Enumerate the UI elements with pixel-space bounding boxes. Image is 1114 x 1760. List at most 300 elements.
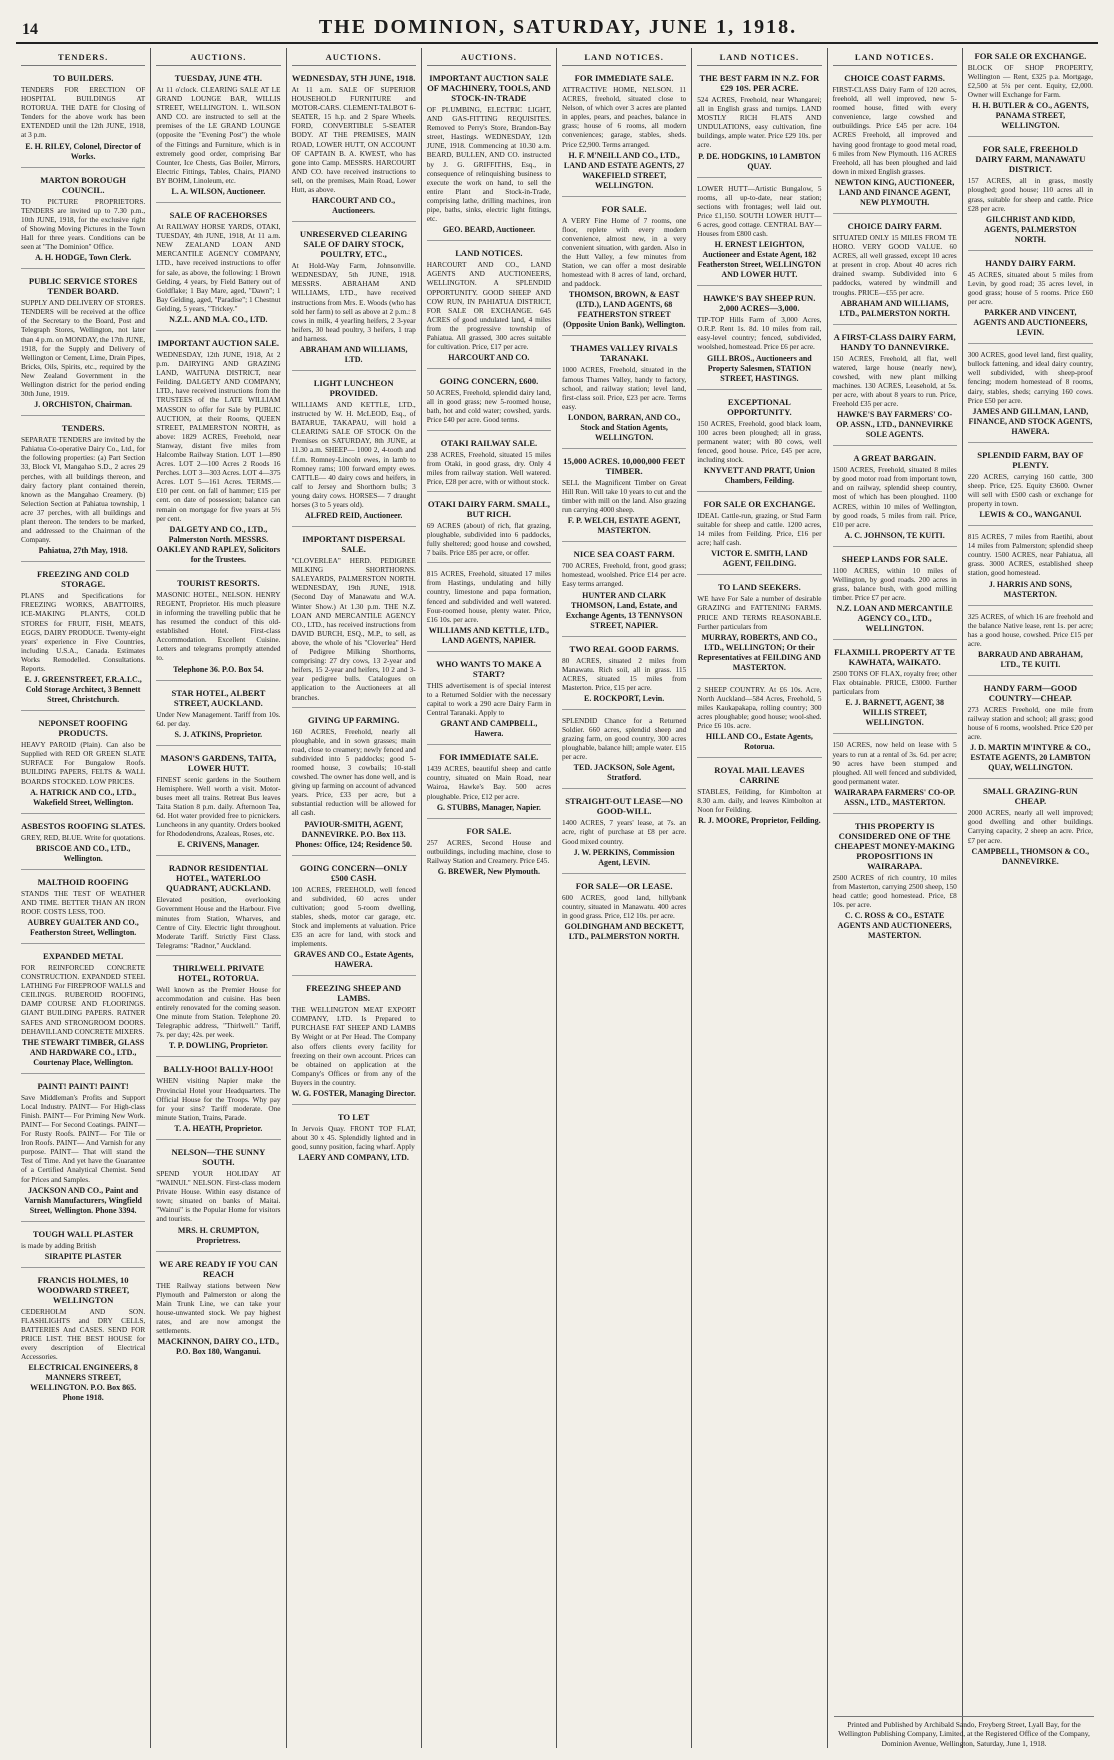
- ad-body: 150 ACRES, Freehold, all flat, well watered, large house (nearly new), cowshed, with new plant milking machines. 130 ACRES, Leasehold, at 5s. per acre, with about 8 years to run. Price, Freehold £35 per acre.: [832, 353, 957, 409]
- advertisement: [21, 70, 145, 168]
- ad-signature: CAMPBELL, THOMSON & CO., DANNEVIRKE.: [971, 846, 1090, 866]
- ad-signature: L. A. WILSON, Auctioneer.: [171, 187, 266, 197]
- advertisement: [427, 567, 551, 652]
- ad-signature: GRAVES AND CO., Estate Agents, HAWERA.: [293, 950, 414, 970]
- advertisement: [968, 447, 1093, 526]
- advertisement: [562, 878, 686, 947]
- ad-heading: TUESDAY, JUNE 4TH.: [174, 73, 262, 83]
- ad-body: 815 ACRES, Freehold, situated 17 miles from Hastings, undulating and hilly country, limestone and papa formation, fenced and subdivided and well watered. Four-roomed house, plenty water. Price, £16 10s. per acre.: [426, 569, 551, 624]
- ad-heading: TOURIST RESORTS.: [177, 577, 260, 588]
- advertisement: [697, 182, 821, 287]
- advertisement: [21, 172, 145, 270]
- ad-signature: E. J. BARNETT, AGENT, 38 WILLIS STREET, WELLINGTON.: [845, 698, 945, 728]
- advertisement: [21, 273, 145, 416]
- ad-heading: 15,000 ACRES. 10,000,000 FEET TIMBER.: [563, 455, 686, 476]
- ad-signature: NEWTON KING, AUCTIONEER, LAND AND FINANCE AGENT, NEW PLYMOUTH.: [834, 177, 955, 207]
- advertisement: [427, 823, 551, 882]
- advertisement: [292, 712, 416, 856]
- advertisement: [156, 685, 280, 746]
- ad-body: 325 ACRES, of which 16 are freehold and the balance Native lease, rent 1s. per acre; has a good house, cowshed. Price £15 per acre.: [967, 611, 1093, 648]
- page-number: 14: [22, 21, 38, 38]
- advertisement: [156, 1061, 280, 1139]
- ad-body: SELL the Magnificent Timber on Great Hill Run. Will take 10 years to cut and the timber with mill on the land. Also grazing run carrying 4000 sheep.: [562, 477, 687, 515]
- column-3: [287, 48, 422, 1748]
- ad-body: ATTRACTIVE HOME, NELSON. 11 ACRES, freehold, situated close to Nelson, of which over 3 acres are planted in apples, pears, and peaches, balance in grass; house of 6 rooms, all modern conveniences; garage, stables, sheds. Price £2,900. Terms arranged.: [562, 85, 687, 149]
- ad-body: At 11 o'clock. CLEARING SALE AT LE GRAND LOUNGE BAR, WILLIS STREET, WELLINGTON. L. WILSON AND CO. are instructed to sell at the premises of the LE GRAND LOUNGE (opposite the "Evening Post") the whole of the Fittings and Furniture, which is in extremely good order, comprising Bar Counter, Ice Chests, Gas Boiler, Mirrors, Electric Fittings, Tables, Chairs, PIANO BY BOHM, Linoleum, etc.: [156, 85, 281, 185]
- section-heading: AUCTIONS.: [427, 48, 551, 66]
- ad-body: IDEAL Cattle-run, grazing, or Stud Farm suitable for sheep and cattle. 1200 acres, 14 miles from Feilding. Price, £16 per acre; half cash.: [697, 510, 822, 548]
- advertisement: [292, 980, 416, 1105]
- ad-heading: SMALL GRAZING-RUN CHEAP.: [982, 786, 1078, 807]
- ad-body: MASONIC HOTEL, NELSON. HENRY REGENT, Proprietor. His much pleasure in informing the travelling public that he has resumed the conduct of this old-established Hotel. First-class Accommodation. Excellent Cuisine. Letters and telegrams promptly attended to.: [156, 589, 281, 663]
- ad-signature: HARCOURT AND CO.: [448, 353, 530, 363]
- ad-signature: S. J. ATKINS, Proprietor.: [174, 729, 263, 739]
- ad-signature: E. ROCKPORT, Levin.: [584, 693, 665, 703]
- ad-signature: LONDON, BARRAN, AND CO., Stock and Station Agents, WELLINGTON.: [568, 412, 681, 442]
- ad-body: THIS advertisement is of special interest to a Returned Soldier with the necessary capital to work a 290 acre Dairy Farm in Central Taranaki. Apply to: [426, 680, 551, 718]
- ad-body: THE Railway stations between New Plymouth and Palmerston or along the Main Trunk Line, we can take your house-unwanted stock. We pay highest rates, and are now amongst the settlements.: [156, 1280, 281, 1335]
- ad-body: FOR REINFORCED CONCRETE CONSTRUCTION. EXPANDED STEEL LATHING For FIREPROOF WALLS and CEILINGS. RUBEROID ROOFING, DAMP COURSE AND FLOORINGS. GIANT BUILDING PAPERS. RATNER SAFES AND STRONGROOM DOORS. DEHAVILLAND CONCRETE MIXERS.: [21, 962, 146, 1036]
- ad-body: SPEND YOUR HOLIDAY AT "WAINUI." NELSON. First-class modern Private House. Within easy distance of town; situated on banks of Maitai. "Wainui" is the Popular Home for visitors and tourists.: [156, 1168, 281, 1224]
- ad-heading: TO LET: [337, 1112, 370, 1123]
- ad-heading: WEDNESDAY, 5TH JUNE, 1918.: [291, 73, 416, 83]
- ad-heading: FOR SALE.: [466, 825, 512, 836]
- columns: [16, 48, 1098, 1748]
- ad-signature: LAERY AND COMPANY, LTD.: [298, 1153, 409, 1163]
- ad-body: OF PLUMBING, ELECTRIC LIGHT, AND GAS-FITTING REQUISITES. Removed to Perry's Store, Brandon-Bay street, Hastings. WEDNESDAY, 12th JUNE, 1918. Commencing at 10.30 a.m. BEARD, BULLEN, AND CO. instructed by J. G. GRIFFITHS, Esq., in consequence of relinquishing business to execute the work on hand, to sell the entire Plant and Stock-in-Trade, comprising lathe, drilling machines, iron pipe, baths, sinks, electric light fittings, etc.: [426, 105, 551, 224]
- ad-signature: Pahiatua, 27th May, 1918.: [38, 546, 128, 556]
- advertisement: [156, 575, 280, 681]
- ad-signature: GILCHRIST AND KIDD, AGENTS, PALMERSTON NORTH.: [984, 214, 1077, 244]
- imprint: Printed and Published by Archibald Sando, Freyberg Street, Lyall Bay, for the Wellington Publishing Company, Limited, at the Registered Office of the Company, Dominion Avenue, Wellington, Saturday, June 1, 1918.: [834, 1716, 1094, 1749]
- advertisement: [968, 783, 1093, 871]
- ad-heading: TOUGH WALL PLASTER: [32, 1228, 134, 1239]
- advertisement: [968, 255, 1093, 344]
- ad-body: WEDNESDAY, 12th JUNE, 1918, At 2 p.m. DAIRYING AND GRAZING LAND, WAITUNA DISTRICT, near Feilding. DALGETY AND COMPANY, LTD., have received instructions from the TRUSTEES of the LATE WILLIAM MASSON to offer for Sale by PUBLIC AUCTION, at their Rooms, QUEEN STREET, PALMERSTON NORTH, as above: 1829 ACRES, Freehold, near Stanway, distant five miles from Halcombe Railway Station. LOT 1—890 Acres. LOT 2—100 Acres 2 Roods 16 Perches. LOT 3—303 Acres. LOT 4—375 Acres. LOT 5—161 Acres. TERMS.—£10 per cent. on fall of hammer; £15 per cent. on date of possession; balance can remain on mortgage for five years at 5½ per cent.: [156, 349, 281, 523]
- page-title: THE DOMINION, SATURDAY, JUNE 1, 1918.: [318, 16, 798, 38]
- ad-heading: FOR IMMEDIATE SALE.: [574, 73, 674, 83]
- ad-heading: THE BEST FARM IN N.Z. FOR £29 10S. PER ACRE.: [699, 73, 820, 93]
- advertisement: [156, 1256, 280, 1363]
- advertisement: [968, 348, 1093, 443]
- advertisement: [21, 420, 145, 562]
- ad-signature: THOMSON, BROWN, & EAST (LTD.), LAND AGENTS, 68 FEATHERSTON STREET (Opposite Union Bank), Wellington.: [562, 290, 686, 330]
- advertisement: [562, 793, 686, 873]
- ad-body: Elevated position, overlooking Government House and the Harbour. Five minutes from Station, Wharves, and Centre of City. Electric light throughout. Moderate Tariff. Strictly First Class. Telegrams: "Radnor," Auckland.: [156, 895, 281, 950]
- advertisement: [292, 1109, 416, 1168]
- ad-body: Well known as the Premier House for accommodation and cuisine. Has been entirely renovated for the coming season. One minute from Station. Telephone 20. Telegraphic address, "Thirlwell." Tariff, 7s. per day; 42s. per week.: [156, 984, 281, 1040]
- advertisement: [833, 644, 957, 734]
- ad-signature: F. P. WELCH, ESTATE AGENT, MASTERTON.: [567, 516, 681, 536]
- ad-heading: STAR HOTEL, ALBERT STREET, AUCKLAND.: [171, 687, 266, 708]
- ad-body: At RAILWAY HORSE YARDS, OTAKI, TUESDAY, 4th JUNE, 1918, At 11 a.m. NEW ZEALAND LOAN AND MERCANTILE AGENCY COMPANY, LTD., have received instructions to offer for sale, as above, the following: 1 Brown Gelding, 4 years, by Field Battery out of Goldflake; 1 Bay Mare, aged, "Dawn"; 1 Bay Gelding, aged, "Paradise"; 1 Chestnut Gelding, 5 years, "Trickey.": [156, 222, 281, 313]
- advertisement: [427, 496, 551, 563]
- ad-heading: OTAKI RAILWAY SALE.: [440, 437, 538, 448]
- ad-heading: FREEZING SHEEP AND LAMBS.: [306, 983, 402, 1004]
- ad-heading: WE ARE READY IF YOU CAN REACH: [159, 1258, 278, 1279]
- ad-body: 45 ACRES, situated about 5 miles from Levin, by good road; 35 acres level, in good grass; house of 5 rooms. Price £60 per acre.: [967, 269, 1093, 307]
- ad-heading: NICE SEA COAST FARM.: [573, 549, 675, 560]
- advertisement: [156, 335, 280, 571]
- advertisement: [968, 530, 1093, 605]
- advertisement: [21, 874, 145, 944]
- advertisement: [562, 70, 686, 197]
- ad-heading: FOR SALE OR EXCHANGE.: [974, 51, 1087, 61]
- ad-body: STANDS THE TEST OF WEATHER AND TIME. BETTER THAN AN IRON ROOF. COSTS LESS, TOO.: [21, 888, 146, 916]
- ad-heading: BALLY-HOO! BALLY-HOO!: [163, 1064, 274, 1075]
- column-1: [16, 48, 151, 1748]
- ad-body: 2000 ACRES, nearly all well improved; good dwelling and other buildings. Carrying capacity, 2 sheep an acre. Price, £7 per acre.: [967, 808, 1093, 845]
- ad-signature: PARKER AND VINCENT, AGENTS AND AUCTIONEERS, LEVIN.: [973, 308, 1088, 338]
- advertisement: [833, 218, 957, 325]
- ad-body: 2 SHEEP COUNTRY. At £6 10s. Acre, North Auckland—584 Acres, Freehold, 5 miles Kaukapakapa, rolling country; 300 acres ploughable; good house; wool-shed. Price £6 10s. acre.: [697, 684, 822, 731]
- ad-signature: J. HARRIS AND SONS, MASTERTON.: [988, 579, 1072, 599]
- advertisement: [833, 818, 957, 946]
- ad-signature: P. DE. HODGKINS, 10 LAMBTON QUAY.: [698, 151, 821, 171]
- advertisement: [427, 435, 551, 492]
- advertisement: [562, 201, 686, 337]
- ad-signature: JACKSON AND CO., Paint and Varnish Manufacturers, Wingfield Street, Wellington. Phone 3394.: [24, 1185, 142, 1215]
- advertisement: [156, 70, 280, 203]
- ad-body: Under New Management. Tariff from 10s. 6d. per day.: [156, 709, 281, 728]
- ad-signature: BARRAUD AND ABRAHAM, LTD., TE KUITI.: [978, 649, 1083, 669]
- ad-signature: HAWKE'S BAY FARMERS' CO-OP. ASSN., LTD., DANNEVIRKE SOLE AGENTS.: [836, 410, 954, 440]
- ad-signature: H. ERNEST LEIGHTON, Auctioneer and Estate Agent, 182 Featherston Street, WELLINGTON AND LOWER HUTT.: [697, 240, 822, 280]
- ad-body: 100 ACRES, FREEHOLD, well fenced and subdivided, 60 acres under cultivation; good 5-room dwelling, stables, sheds, motor car garage, etc. Stock and implements at valuation. Price £35 an acre for land, with stock and implements.: [291, 884, 416, 949]
- ad-signature: J. ORCHISTON, Chairman.: [34, 400, 133, 410]
- ad-signature: Telephone 36. P.O. Box 54.: [173, 664, 264, 674]
- section-heading: LAND NOTICES.: [833, 48, 957, 66]
- ad-body: 1000 ACRES, Freehold, situated in the famous Thames Valley, handy to factory, school, and railway station; level land, first-class soil. Price, £23 per acre. Terms easy.: [562, 365, 687, 411]
- advertisement: [968, 610, 1093, 676]
- ad-heading: GOING CONCERN, £600.: [439, 376, 539, 387]
- ad-signature: E. H. RILEY, Colonel, Director of Works.: [25, 141, 141, 161]
- ad-heading: UNRESERVED CLEARING SALE OF DAIRY STOCK, POULTRY, ETC.,: [299, 229, 408, 260]
- ad-body: At Hold-Way Farm, Johnsonville. WEDNESDAY, 5th JUNE, 1918. MESSRS. ABRAHAM AND WILLIAMS, LTD., have received instructions from Mrs. E. Woods (who has sold her farm) to sell as above at 2 p.m.: 8 cows in milk, 4 yearling heifers, 2 3-year heifers, 30 head poultry, 3 heifers, 1 trap and harness.: [291, 261, 416, 343]
- ad-heading: ASBESTOS ROOFING SLATES.: [21, 820, 146, 831]
- ad-signature: LEWIS & CO., WANGANUI.: [979, 510, 1082, 520]
- ad-body: FINEST scenic gardens in the Southern Hemisphere. Well worth a visit. Motor-buses meet all trains. Retreat Bus leaves Taita Station 8 p.m. daily. Afternoon Tea, 6d. Hot water provided free to picnickers. Luncheons in any quantity. Orders booked for Rhododendrons, Azaleas, Roses, etc.: [156, 774, 281, 839]
- advertisement: [21, 818, 145, 870]
- ad-heading: MALTHOID ROOFING: [37, 876, 129, 887]
- ad-body: 257 ACRES, Second House and outbuildings, including machine, close to Railway Station and Creamery. Price £45.: [426, 837, 551, 865]
- advertisement: [156, 1144, 280, 1252]
- ad-signature: E. CRIVENS, Manager.: [177, 840, 260, 850]
- ad-body: 220 ACRES, carrying 160 cattle, 300 sheep. Price, £25. Equity £3600. Owner will sell with £500 cash or exchange for property in town.: [967, 471, 1093, 508]
- ad-heading: TO BUILDERS.: [52, 73, 114, 83]
- ad-heading: FREEZING AND COLD STORAGE.: [37, 569, 130, 590]
- ad-body: HEAVY PAROID (Plain). Can also be Supplied with RED OR GREEN SLATE SURFACE For Bungalow Roofs. BUILDING PAPERS, FELTS & WALL BOARDS STOCKED. LOW PRICES.: [21, 740, 146, 786]
- ad-heading: FOR IMMEDIATE SALE.: [439, 752, 539, 763]
- advertisement: [833, 70, 957, 214]
- ad-body: 1100 ACRES, within 10 miles of Wellington, by good roads. 200 acres in grass, balance bush, with good milling timber. Price £7 per acre.: [832, 565, 957, 603]
- ad-body: WILLIAMS AND KETTLE, LTD., instructed by W. H. McLEOD, Esq., of BATARUE, TAKAPAU, will hold a CLEARING SALE OF STOCK On the Premises on SATURDAY, 8th JUNE, at 11.30 a.m. SHEEP— 1000 2, 4-tooth and f.f.m. Romney-Lincoln ewes, in lamb to Romney rams; 100 forward empty ewes. CATTLE— 40 dairy cows and heifers, in calf to Jersey and Shorthorn bulls; 3 young dairy cows. HORSES— 7 draught horses (3 to 5 years old).: [291, 399, 416, 509]
- advertisement: [968, 141, 1093, 250]
- ad-signature: N.Z. LOAN AND MERCANTILE AGENCY CO., LTD., WELLINGTON.: [836, 604, 953, 634]
- ad-body: TENDERS FOR ERECTION OF HOSPITAL BUILDINGS AT ROTORUA. THE DATE for Closing of Tenders for the above work has been EXTENDED until the 12th JUNE, 1918, at 3 p.m.: [21, 85, 146, 140]
- ad-body: 273 ACRES Freehold, one mile from railway station and school; all grass; good house of 6 rooms, woolshed. Price £20 per acre.: [967, 704, 1093, 742]
- column-5: [557, 48, 692, 1748]
- ad-heading: NELSON—THE SUNNY SOUTH.: [171, 1146, 266, 1167]
- ad-body: 524 ACRES, Freehold, near Whangarei; all in English grass and turnips. LAND MOSTLY RICH FLATS AND UNDULATIONS, easy cultivation, fine buildings, ample water. Price £29 10s. per acre.: [697, 95, 822, 150]
- advertisement: [427, 749, 551, 818]
- ad-heading: A GREAT BARGAIN.: [853, 453, 936, 464]
- ad-heading: IMPORTANT AUCTION SALE OF MACHINERY, TOOLS, AND STOCK-IN-TRADE: [427, 73, 551, 103]
- ad-body: 815 ACRES, 7 miles from Raetihi, about 14 miles from Palmerston; splendid sheep country. 1500 ACRES, near Pahiatua, all grass. 3000 ACRES, established sheep station, good homestead.: [967, 532, 1093, 578]
- ad-body: SUPPLY AND DELIVERY OF STORES. TENDERS will be received at the office of the Secretary to the Board, Post and Telegraph Stores, Wellington, not later than 4 p.m. on MONDAY, the 17th JUNE, 1918, for the Supply and Delivery of Wellington or Cement, Lime, Drain Pipes, Bricks, Oils, Spirits, etc., required by the New Zealand Government in the Wellington district for the period ending 30th June, 1919.: [21, 298, 146, 399]
- advertisement: [697, 290, 821, 389]
- advertisement: [562, 340, 686, 448]
- ad-signature: MURRAY, ROBERTS, AND CO., LTD., WELLINGTON; Or their Representatives at FEILDING AND MASTERTON.: [697, 632, 821, 672]
- advertisement: [833, 329, 957, 447]
- section-heading: LAND NOTICES.: [697, 48, 821, 66]
- advertisement: [562, 453, 686, 542]
- ad-body: 2500 TONS OF FLAX, royalty free; other Flax obtainable. PRICE, £3000. Further particulars from: [832, 669, 957, 697]
- ad-body: SPLENDID Chance for a Returned Soldier. 660 acres, splendid sheep and grazing farm, on good country, 300 acres ploughable, balance hill; ample water. £15 per acre.: [562, 715, 687, 762]
- ad-body: 1500 ACRES, Freehold, situated 8 miles by good motor road from important town, and on railway, splendid sheep country, most of which has been ploughed. 1100 ACRES, within 10 miles of Wellington, by good roads, 5 miles from rail. Price, £10 per acre.: [832, 465, 957, 529]
- ad-body: 50 ACRES, Freehold, splendid dairy land, all in good grass; new 5-roomed house, bath, hot and cold water; cowshed, yards. Price £40 per acre. Good terms.: [426, 388, 551, 425]
- ad-body: Save Middleman's Profits and Support Local Industry. PAINT— For High-class Finish. PAINT— For Priming New Work. PAINT— For Second Coatings. PAINT— For Rusty Roofs. PAINT— For Tile or Iron Roofs. PAINT— And Varnish for any purpose. PAINT— That will stand the Test of Time. And yet have the Guarantee of a Certified Analytical Chemist. Send for Prices and Samples.: [21, 1092, 146, 1184]
- ad-body: 238 ACRES, Freehold, situated 15 miles from Otaki, in good grass, dry. Only 4 miles from railway station. Well watered. Price, £28 per acre, with or without stock.: [426, 449, 551, 486]
- ad-signature: J. D. MARTIN M'INTYRE & CO., ESTATE AGENTS, 20 LAMBTON QUAY, WELLINGTON.: [970, 743, 1091, 773]
- ad-heading: A FIRST-CLASS DAIRY FARM, HANDY TO DANNEVIRKE.: [833, 331, 956, 352]
- ad-signature: HARCOURT AND CO., Auctioneers.: [312, 196, 396, 216]
- ad-signature: WAIRARAPA FARMERS' CO-OP. ASSN., LTD., MASTERTON.: [834, 787, 956, 807]
- ad-signature: G. BREWER, New Plymouth.: [437, 866, 540, 876]
- ad-heading: THAMES VALLEY RIVALS TARANAKI.: [570, 343, 678, 364]
- section-heading: AUCTIONS.: [292, 48, 416, 66]
- ad-signature: J. W. PERKINS, Commission Agent, LEVIN.: [573, 847, 675, 867]
- ad-signature: ABRAHAM AND WILLIAMS, LTD., PALMERSTON NORTH.: [839, 298, 950, 318]
- ad-signature: N.Z.L. AND M.A. CO., LTD.: [169, 314, 268, 324]
- ad-signature: AUBREY GUALTER AND CO., Featherston Street, Wellington.: [27, 917, 139, 937]
- ad-signature: W. G. FOSTER, Managing Director.: [291, 1089, 416, 1099]
- advertisement: [562, 714, 686, 789]
- ad-body: FIRST-CLASS Dairy Farm of 120 acres, freehold, all well improved, new 5-roomed house, fitted with every convenience, large cowshed and outbuildings. Price £45 per acre. 104 ACRES Freehold, all improved and having good frontage to good metal road, 6 miles from New Plymouth. 116 ACRES Freehold, all has been ploughed and laid down in mixed English grasses.: [832, 85, 957, 176]
- ad-body: HARCOURT AND CO., LAND AGENTS AND AUCTIONEERS, WELLINGTON. A SPLENDID OPPORTUNITY. GOOD SHEEP AND COW RUN, IN PAHIATUA DISTRICT, FOR SALE OR EXCHANGE. 645 ACRES of good undulated land, 4 miles from the progressive township of Pahiatua. All grassed, 300 acres suitable for cultivation. Price, £17 per acre.: [426, 260, 551, 352]
- ad-body: A VERY Fine Home of 7 rooms, one floor, replete with every modern convenience, almost new, in a very convenient situation, with garden. Also in the Hutt Valley, a few minutes from Station, we can offer a most desirable homestead with 8 acres of land, orchard, and paddock.: [562, 215, 687, 289]
- ad-body: LOWER HUTT—Artistic Bungalow, 5 rooms, all up-to-date, near station; sections with frontages; well laid out. Price £1,150. SOUTH LOWER HUTT—6 acres, good cottage. CENTRAL BAY—Houses from £800 cash.: [697, 183, 822, 239]
- ad-signature: GILL BROS., Auctioneers and Property Salesmen, STATION STREET, HASTINGS.: [707, 353, 812, 383]
- column-6: [692, 48, 827, 1748]
- ad-body: "CLOVERLEA" HERD. PEDIGREE MILKING SHORTHORNS. SALEYARDS, PALMERSTON NORTH. WEDNESDAY, 19th JUNE, 1918. (Second Day of Manawatu and W.A. Winter Show.) At 1.30 p.m. THE N.Z. LOAN AND MERCANTILE AGENCY CO., LTD., has received instructions from DAVID BURCH, ESQ., M.P., to sell, as above, the whole of his "Cloverlea" Herd of Pedigree Milking Shorthorns, comprising: 27 dry cows, 13 2-year and heifers, 15 2-year and heifers, 10 2 and 3-year pedigree bulls. Catalogues on application to the Auctioneers at all branches.: [291, 556, 416, 702]
- advertisement: [697, 762, 821, 831]
- ad-body: 2500 ACRES of rich country, 10 miles from Masterton, carrying 2500 sheep, 150 head cattle; good homestead. Price, £8 10s. per acre.: [832, 872, 957, 910]
- advertisement: [292, 375, 416, 527]
- ad-signature: BRISCOE AND CO., LTD., Wellington.: [35, 843, 131, 863]
- section-heading: AUCTIONS.: [156, 48, 280, 66]
- ad-signature: A. C. JOHNSON, TE KUITI.: [844, 530, 945, 540]
- ad-body: 1400 ACRES, 7 years' lease, at 7s. an acre, right of purchase at £8 per acre. Good mixed country.: [562, 818, 687, 846]
- ad-heading: MASON'S GARDENS, TAITA, LOWER HUTT.: [160, 752, 277, 773]
- ad-heading: TENDERS.: [61, 423, 105, 434]
- advertisement: [292, 860, 416, 977]
- advertisement: [427, 656, 551, 745]
- ad-heading: HAWKE'S BAY SHEEP RUN. 2,000 ACRES—3,000.: [703, 293, 816, 314]
- ad-heading: FOR SALE, FREEHOLD DAIRY FARM, MANAWATU DISTRICT.: [975, 144, 1086, 175]
- ad-heading: WHO WANTS TO MAKE A START?: [436, 658, 542, 679]
- ad-signature: TED. JACKSON, Sole Agent, Stratford.: [573, 763, 675, 783]
- ad-body: STABLES, Feilding, for Kimbolton at 8.30 a.m. daily, and leaves Kimbolton at Noon for Feilding.: [697, 787, 822, 815]
- ad-body: PLANS and Specifications for FREEZING WORKS, ABATTOIRS, ICE-MAKING PLANTS, COLD STORES for FRUIT, FISH, MEATS, EGGS, DAIRY PRODUCE. Twenty-eight years' experience in Five Countries, including U.S.A., Canada. Estimates Works Remodelled. Consultations. Reports.: [21, 591, 146, 674]
- advertisement: [21, 566, 145, 711]
- advertisement: [968, 680, 1093, 779]
- advertisement: [697, 683, 821, 758]
- advertisement: [156, 207, 280, 331]
- ad-signature: A. HATRICK AND CO., LTD., Wakefield Street, Wellington.: [30, 787, 137, 807]
- ad-signature: R. J. MOORE, Proprietor, Feilding.: [698, 816, 821, 826]
- ad-heading: THIS PROPERTY IS CONSIDERED ONE OF THE CHEAPEST MONEY-MAKING PROPOSITIONS IN WAIRARAPA.: [834, 820, 955, 871]
- advertisement: [833, 551, 957, 640]
- advertisement: [21, 1078, 145, 1222]
- advertisement: [21, 715, 145, 813]
- ad-signature: HUNTER AND CLARK THOMSON, Land, Estate, and Exchange Agents, 13 TENNYSON STREET, NAPIER.: [565, 590, 683, 630]
- ad-body: TO PICTURE PROPRIETORS. TENDERS are invited up to 7.30 p.m., 10th JUNE, 1918, for the exclusive right of Showing Moving Pictures in the Town Hall for three years. Conditions can be seen at "The Dominion" Office.: [21, 196, 146, 252]
- ad-heading: HANDY FARM—GOOD COUNTRY—CHEAP.: [983, 682, 1078, 703]
- ad-signature: JAMES AND GILLMAN, LAND, FINANCE, AND STOCK AGENTS, HAWERA.: [968, 406, 1093, 436]
- column-4: [422, 48, 557, 1748]
- ad-body: 300 ACRES, good level land, first quality, bullock fattening, and ideal dairy country, well subdivided, with sheep-proof fencing; modern homestead of 8 rooms, dairy, stables, sheds; carrying 160 cows. Price £50 per acre.: [967, 350, 1093, 405]
- advertisement: [156, 750, 280, 857]
- ad-body: 150 ACRES, now held on lease with 5 years to run at a rental of 3s. 6d. per acre; 90 acres have been stumped and ploughed. All well fenced and subdivided, good permanent water.: [832, 740, 957, 786]
- advertisement: [833, 738, 957, 813]
- ad-heading: GIVING UP FARMING.: [307, 714, 400, 725]
- ad-heading: IMPORTANT DISPERSAL SALE.: [302, 534, 405, 555]
- advertisement: [697, 579, 821, 678]
- column-2: [151, 48, 286, 1748]
- ad-signature: GRANT AND CAMPBELL, Hawera.: [440, 719, 538, 739]
- ad-signature: GEO. BEARD, Auctioneer.: [442, 225, 536, 235]
- ad-heading: TO LAND SEEKERS.: [718, 582, 801, 593]
- ad-heading: MARTON BOROUGH COUNCIL.: [40, 174, 126, 195]
- advertisement: [427, 245, 551, 369]
- ad-heading: THIRLWELL PRIVATE HOTEL, ROTORUA.: [172, 962, 265, 983]
- ad-body: 160 ACRES, Freehold, nearly all ploughable, and in sown grasses; main road, close to creamery; newly fenced and subdivided into 5 paddocks; good 5-roomed house, 3 cowbails; 10-stall cowshed. The owner has done well, and is giving up farming on account of advanced years. Price, £33 per acre, but a substantial reduction will be allowed for all cash.: [291, 726, 416, 818]
- advertisement: [156, 860, 280, 956]
- ad-signature: VICTOR E. SMITH, LAND AGENT, FEILDING.: [711, 549, 808, 569]
- ad-heading: GOING CONCERN—ONLY £500 CASH.: [299, 862, 408, 883]
- ad-heading: PAINT! PAINT! PAINT!: [37, 1080, 129, 1091]
- ad-body: SEPARATE TENDERS are invited by the Pahiatua Co-operative Dairy Co., Ltd., for the following properties: (a) Part Section 33, Block VI, Mangahao S.D., 2 acres 29 perches, with all buildings thereon, and dairy factory plant contained therein, known as the Mangahao Creamery. (b) Selection Section at Pahiatua township, 1 acre 37 perches, with all buildings and plant thereon. The tenders to be marked, and addressed to the Chairman of the Company.: [21, 435, 146, 545]
- ad-body: TIP-TOP Hills Farm of 3,000 Acres, O.R.P. Rent 1s. 8d. 10 miles from rail, easy-level country; fenced, subdivided, woolshed, homestead. Price £6 per acre.: [697, 315, 822, 352]
- ad-body: is made by adding British: [21, 1240, 96, 1250]
- ad-heading: FLAXMILL PROPERTY AT TE KAWHATA, WAIKATO.: [834, 647, 956, 668]
- ad-body: 69 ACRES (about) of rich, flat grazing, ploughable, subdivided into 6 paddocks, fully sheltered; good house and cowshed, 7 bails. Price £85 per acre, or offer.: [426, 520, 551, 558]
- ad-signature: MACKINNON, DAIRY CO., LTD., P.O. Box 180, Wanganui.: [157, 1337, 280, 1357]
- ad-heading: RADNOR RESIDENTIAL HOTEL, WATERLOO QUADRANT, AUCKLAND.: [166, 863, 271, 894]
- advertisement: [562, 546, 686, 636]
- ad-signature: G. STUBBS, Manager, Napier.: [436, 802, 541, 812]
- column-8: [963, 48, 1098, 1748]
- advertisement: [427, 373, 551, 430]
- ad-heading: LIGHT LUNCHEON PROVIDED.: [313, 377, 394, 398]
- ad-signature: T. P. DOWLING, Proprietor.: [168, 1041, 268, 1051]
- ad-signature: DALGETY AND CO., LTD., Palmerston North. MESSRS. OAKLEY AND RAPLEY, Solicitors for the Trustees.: [156, 524, 281, 564]
- ad-body: 700 ACRES, Freehold, front, good grass; homestead, woolshed. Price £14 per acre. Easy terms arranged.: [562, 561, 687, 589]
- ad-heading: SHEEP LANDS FOR SALE.: [841, 553, 948, 564]
- ad-signature: SIRAPITE PLASTER: [44, 1251, 122, 1261]
- advertisement: [21, 1226, 145, 1268]
- ad-heading: SALE OF RACEHORSES: [169, 210, 268, 221]
- ad-signature: WILLIAMS AND KETTLE, LTD., LAND AGENTS, NAPIER.: [428, 625, 549, 645]
- advertisement: [21, 1272, 145, 1409]
- ad-heading: EXCEPTIONAL OPPORTUNITY.: [727, 396, 792, 417]
- ad-signature: PAVIOUR-SMITH, AGENT, DANNEVIRKE. P.O. Box 113. Phones: Office, 124; Residence 50.: [295, 819, 413, 849]
- ad-heading: PUBLIC SERVICE STORES TENDER BOARD.: [28, 276, 138, 297]
- ad-signature: ELECTRICAL ENGINEERS, 8 MANNERS STREET, WELLINGTON. P.O. Box 865. Phone 1918.: [28, 1363, 138, 1403]
- ad-heading: CHOICE COAST FARMS.: [844, 73, 945, 83]
- advertisement: [427, 70, 551, 241]
- ad-signature: C. C. ROSS & CO., ESTATE AGENTS AND AUCTIONEERS, MASTERTON.: [837, 911, 952, 941]
- ad-body: BLOCK OF SHOP PROPERTY, Wellington — Rent, £325 p.a. Mortgage, £2,500 at 5¼ per cent. Equity, £2,000. Owner will Exchange for Farm.: [967, 63, 1093, 100]
- ad-body: SITUATED ONLY 15 MILES FROM TE HORO. VERY GOOD VALUE. 60 ACRES, all well grassed, except 10 acres at present in crop. About 40 acres rich drained swamp. Subdivided into 6 paddocks, watered by windmill and troughs. PRICE—£55 per acre.: [832, 232, 957, 297]
- ad-heading: EXPANDED METAL: [43, 950, 124, 961]
- advertisement: [21, 948, 145, 1074]
- advertisement: [833, 450, 957, 547]
- advertisement: [292, 70, 416, 222]
- ad-heading: LAND NOTICES.: [455, 248, 523, 259]
- ad-heading: NEPONSET ROOFING PRODUCTS.: [38, 718, 128, 739]
- ad-body: 157 ACRES, all in grass, mostly ploughed; good house; 110 acres all in grass, suitable for sheep and cattle. Price £28 per acre.: [967, 176, 1093, 213]
- ad-heading: STRAIGHT-OUT LEASE—NO GOOD-WILL.: [565, 796, 683, 817]
- ad-signature: ALFRED REID, Auctioneer.: [304, 511, 403, 521]
- ad-signature: GOLDINGHAM AND BECKETT, LTD., PALMERSTON NORTH.: [564, 921, 684, 941]
- ad-heading: TWO REAL GOOD FARMS.: [569, 643, 679, 654]
- ad-signature: ABRAHAM AND WILLIAMS, LTD.: [299, 344, 408, 364]
- ad-signature: HILL AND CO., Estate Agents, Rotorua.: [705, 732, 813, 752]
- ad-body: CEDERHOLM AND SON. FLASHLIGHTS and DRY CELLS, BATTERIES And CASES. SEND FOR PRICE LIST. THE BEST HOUSE for every description of Electrical Accessories.: [21, 1306, 146, 1362]
- advertisement: [968, 48, 1093, 137]
- ad-body: 80 ACRES, situated 2 miles from Manawatu. Rich soil, all in grass. 115 ACRES, situated 15 miles from Masterton. Price, £15 per acre.: [562, 655, 687, 692]
- ad-signature: KNYVETT AND PRATT, Union Chambers, Feilding.: [703, 465, 815, 485]
- ad-body: 150 ACRES, Freehold, good black loam, 100 acres been ploughed; all in grass, permanent water; with 80 cows, well fenced, good house. Price, £45 per acre, including stock.: [697, 418, 822, 464]
- advertisement: [292, 226, 416, 371]
- ad-signature: A. H. HODGE, Town Clerk.: [35, 253, 132, 263]
- ad-heading: OTAKI DAIRY FARM. SMALL, BUT RICH.: [427, 498, 550, 519]
- ad-body: GREY, RED, BLUE. Write for quotations.: [21, 832, 146, 842]
- ad-heading: FRANCIS HOLMES, 10 WOODWARD STREET, WELLINGTON: [37, 1274, 130, 1305]
- ad-body: 600 ACRES, good land, hillybank country, situated in Manawatu. 400 acres in good grass. Price, £12 10s. per acre.: [562, 892, 687, 920]
- ad-heading: FOR SALE.: [601, 203, 647, 214]
- advertisement: [292, 531, 416, 708]
- advertisement: [697, 496, 821, 575]
- ad-body: 1439 ACRES, beautiful sheep and cattle country, situated on Main Road, near Wairoa, Hawke's Bay. 500 acres ploughable. Price, £12 per acre.: [426, 764, 551, 801]
- advertisement: [156, 960, 280, 1058]
- ad-heading: HANDY DAIRY FARM.: [985, 257, 1076, 268]
- section-heading: TENDERS.: [21, 48, 145, 66]
- column-7: [828, 48, 963, 1748]
- ad-signature: MRS. H. CRUMPTON, Proprietress.: [177, 1225, 259, 1245]
- advertisement: [697, 70, 821, 178]
- ad-heading: ROYAL MAIL LEAVES CARRINE: [714, 765, 805, 786]
- ad-body: WE have For Sale a number of desirable GRAZING and FATTENING FARMS. PRICE AND TERMS REASONABLE. Further particulars from: [697, 594, 822, 631]
- ad-signature: T. A. HEATH, Proprietor.: [174, 1123, 263, 1133]
- ad-heading: SPLENDID FARM, BAY OF PLENTY.: [977, 449, 1084, 470]
- section-heading: LAND NOTICES.: [562, 48, 686, 66]
- ad-heading: FOR SALE OR EXCHANGE.: [703, 498, 816, 509]
- advertisement: [697, 394, 821, 492]
- ad-body: THE WELLINGTON MEAT EXPORT COMPANY, LTD. Is Prepared to PURCHASE FAT SHEEP AND LAMBS By Weight or at Per Head. The Company also offers clients every facility for freezing on their own account. Prices can be obtained on application at the Company's Offices or from any of the Buyers in the country.: [291, 1005, 416, 1087]
- ad-signature: E. J. GREENSTREET, F.R.A.I.C., Cold Storage Architect, 3 Bennett Street, Christchurch.: [24, 675, 142, 705]
- advertisement: [562, 641, 686, 710]
- ad-signature: H. H. BUTLER & CO., AGENTS, PANAMA STREET, WELLINGTON.: [972, 101, 1089, 131]
- ad-body: At 11 a.m. SALE OF SUPERIOR HOUSEHOLD FURNITURE and MOTOR-CARS. CLEMENT-TALBOT 6-SEATER, 15 h.p. and 2 Spare Wheels. FORD, CONVERTIBLE 5-SEATER BODY. AT THE PREMISES, MAIN ROAD, LOWER HUTT, ON ACCOUNT OF CAPTAIN B. A. KWEST, who has gone into Camp. MESSRS. HARCOURT AND CO. have received instructions to sell, on the premises, Main Road, Lower Hutt, as above.: [291, 85, 416, 195]
- ad-signature: THE STEWART TIMBER, GLASS AND HARDWARE CO., LTD., Courtenay Place, Wellington.: [22, 1037, 145, 1067]
- ad-heading: IMPORTANT AUCTION SALE.: [157, 337, 280, 348]
- ad-body: In Jervois Quay. FRONT TOP FLAT, about 30 x 45. Splendidly lighted and in good, sunny position, facing wharf. Apply: [291, 1124, 416, 1152]
- ad-body: WHEN visiting Napier make the Provincial Hotel your Headquarters. The Official House for the Troops. Why pay for your sins? Tariff moderate. One minute Station, Trains, Parade.: [156, 1076, 281, 1122]
- ad-signature: H. F. M'NEILL AND CO., LTD., LAND AND ESTATE AGENTS, 27 WAKEFIELD STREET, WELLINGTON.: [563, 150, 685, 190]
